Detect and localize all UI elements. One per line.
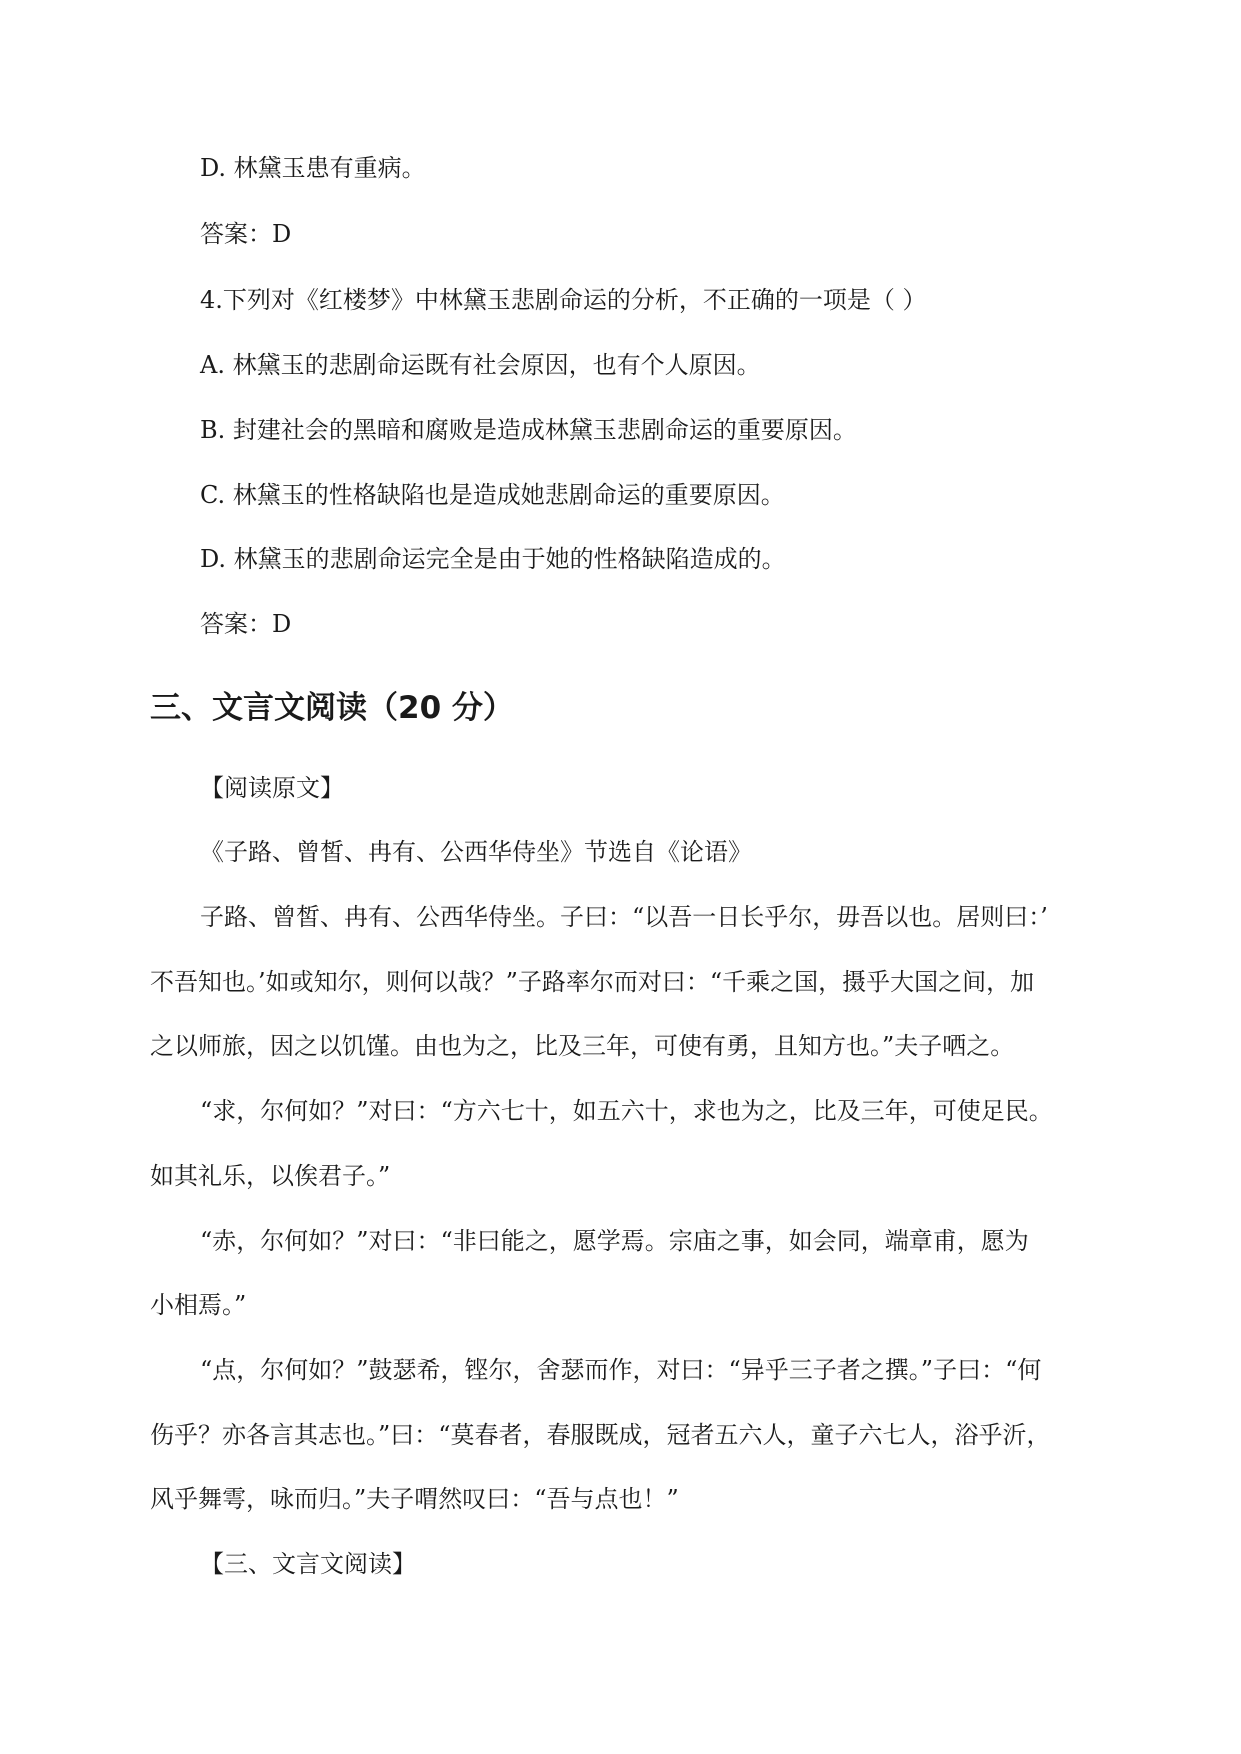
- passage-line: 如其礼乐，以俟君子。”: [150, 1162, 391, 1190]
- source-line: 《子路、曾皙、冉有、公西华侍坐》节选自《论语》: [200, 838, 752, 866]
- q4-option-c: C. 林黛玉的性格缺陷也是造成她悲剧命运的重要原因。: [200, 481, 785, 509]
- passage-line: 不吾知也。’如或知尔，则何以哉？”子路率尔而对曰：“千乘之国，摄乎大国之间，加: [150, 968, 1035, 996]
- passage-line: 之以师旅，因之以饥馑。由也为之，比及三年，可使有勇，且知方也。”夫子哂之。: [150, 1032, 1015, 1060]
- q3-option-d: D. 林黛玉患有重病。: [200, 154, 426, 182]
- q3-answer: 答案：D: [200, 220, 292, 248]
- q4-option-d: D. 林黛玉的悲剧命运完全是由于她的性格缺陷造成的。: [200, 545, 786, 573]
- passage-line: 子路、曾皙、冉有、公西华侍坐。子曰：“以吾一日长乎尔，毋吾以也。居则曰：’: [200, 903, 1048, 931]
- q4-question: 4.下列对《红楼梦》中林黛玉悲剧命运的分析，不正确的一项是（ ）: [200, 286, 927, 314]
- passage-line: “赤，尔何如？”对曰：“非曰能之，愿学焉。宗庙之事，如会同，端章甫，愿为: [200, 1227, 1029, 1255]
- q4-option-a: A. 林黛玉的悲剧命运既有社会原因，也有个人原因。: [200, 351, 761, 379]
- q4-option-b: B. 封建社会的黑暗和腐败是造成林黛玉悲剧命运的重要原因。: [200, 416, 857, 444]
- passage-line: 伤乎？亦各言其志也。”曰：“莫春者，春服既成，冠者五六人，童子六七人，浴乎沂，: [150, 1421, 1051, 1449]
- passage-line: 小相焉。”: [150, 1291, 247, 1319]
- reading-label: 【阅读原文】: [200, 774, 344, 802]
- passage-line: 风乎舞雩，咏而归。”夫子喟然叹曰：“吾与点也！”: [150, 1485, 679, 1513]
- section-heading: 三、文言文阅读（20 分）: [150, 690, 514, 726]
- q4-answer: 答案：D: [200, 610, 292, 638]
- footer-section-label: 【三、文言文阅读】: [200, 1550, 416, 1578]
- passage-line: “点，尔何如？”鼓瑟希，铿尔，舍瑟而作，对曰：“异乎三子者之撰。”子曰：“何: [200, 1356, 1042, 1384]
- passage-line: “求，尔何如？”对曰：“方六七十，如五六十，求也为之，比及三年，可使足民。: [200, 1097, 1053, 1125]
